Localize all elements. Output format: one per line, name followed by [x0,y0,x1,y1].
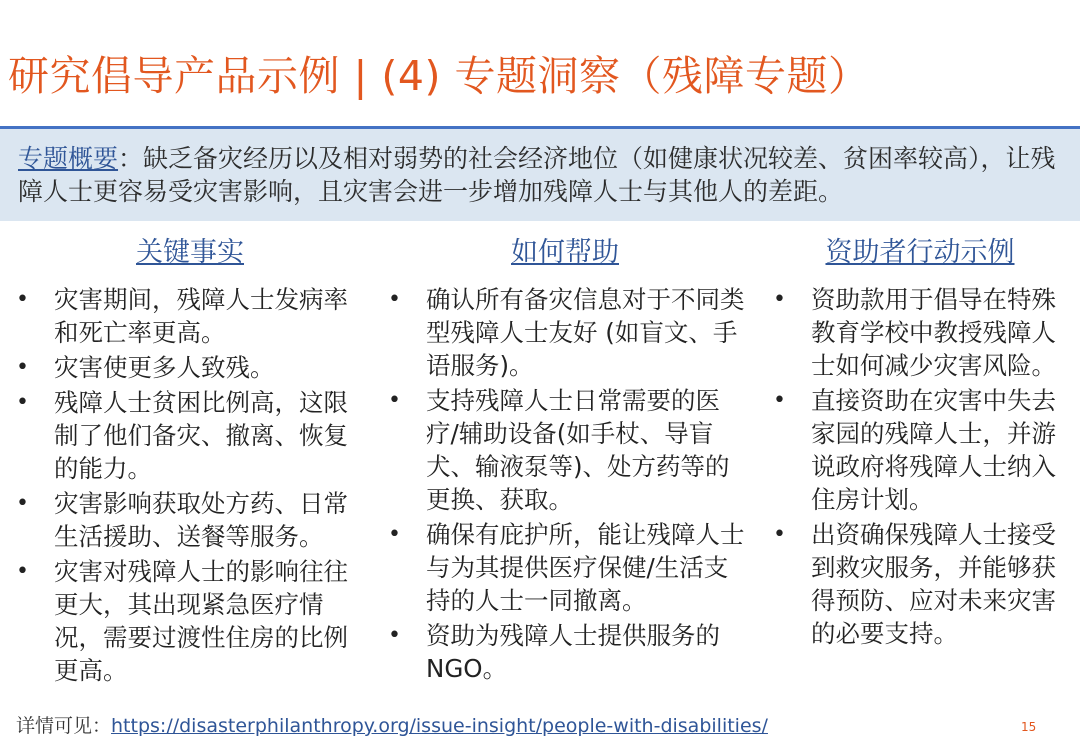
footer-label: 详情可见： [16,715,112,737]
list-item: • 灾害对残障人士的影响往往更大，其出现紧急医疗情况，需要过渡性住房的比例更高。 [16,555,366,687]
list-item: • 灾害期间，残障人士发病率和死亡率更高。 [16,283,366,349]
key-facts-list [16,283,366,687]
column-key-facts [16,283,366,689]
summary-body: ：缺乏备灾经历以及相对弱势的社会经济地位（如健康状况较差、贫困率较高），让残障人士更容易受灾害影响，且灾害会进一步增加残障人士与其他人的差距。 [18,144,1056,206]
column-funder-actions [773,283,1068,652]
column-heading-how-to-help: 如何帮助 [511,237,619,268]
source-link[interactable]: https://disasterphilanthropy.org/issue-insight/people-with-disabilities/ [111,715,768,737]
summary-box [0,126,1080,221]
column-how-to-help [388,283,748,687]
page-number: 15 [1021,720,1037,734]
list-item: • 出资确保残障人士接受到救灾服务，并能够获得预防、应对未来灾害的必要支持。 [773,518,1068,650]
list-item: • 确保有庇护所，能让残障人士与为其提供医疗保健/生活支持的人士一同撤离。 [388,518,748,617]
list-item: • 直接资助在灾害中失去家园的残障人士，并游说政府将残障人士纳入住房计划。 [773,384,1068,516]
column-heading-funder-actions: 资助者行动示例 [825,237,1015,268]
list-item: • 残障人士贫困比例高，这限制了他们备灾、撤离、恢复的能力。 [16,386,366,485]
list-item: • 确认所有备灾信息对于不同类型残障人士友好 (如盲文、手语服务)。 [388,283,748,382]
list-item: • 灾害使更多人致残。 [16,351,366,384]
list-item: • 资助为残障人士提供服务的NGO。 [388,619,748,685]
summary-label: 专题概要 [18,144,119,173]
list-item: • 支持残障人士日常需要的医疗/辅助设备(如手杖、导盲犬、输液泵等)、处方药等的更换、获取。 [388,384,748,516]
list-item: • 资助款用于倡导在特殊教育学校中教授残障人士如何减少灾害风险。 [773,283,1068,382]
column-heading-key-facts: 关键事实 [136,237,244,268]
list-item: • 灾害影响获取处方药、日常生活援助、送餐等服务。 [16,487,366,553]
slide-title: 研究倡导产品示例 | (4) 专题洞察（残障专题） [8,52,870,100]
how-to-help-list [388,283,748,685]
summary-text [18,142,1076,208]
footer [16,712,768,740]
funder-actions-list [773,283,1068,650]
